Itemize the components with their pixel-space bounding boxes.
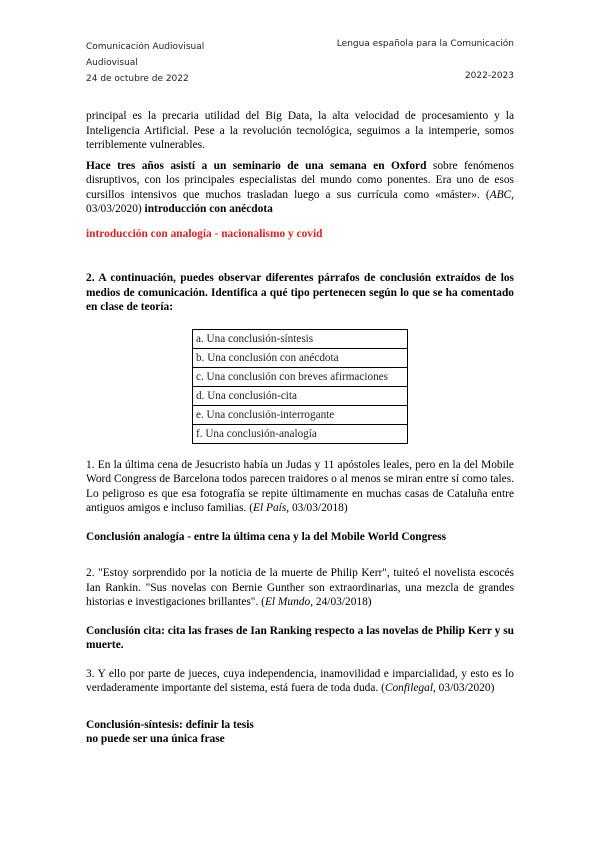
item-1-text: [86, 458, 514, 516]
intro-paragraph-2-source: ABC: [489, 188, 512, 201]
option-b: b. Una conclusión con anécdota: [193, 348, 408, 367]
option-d: d. Una conclusión-cita: [193, 386, 408, 405]
option-f: f. Una conclusión-analogía: [193, 424, 408, 443]
item-2-body: 2. "Estoy sorprendido por la noticia de la muerte de Philip Kerr", tuiteó el novelista escocés Ian Rankin. "Sus novelas con Bernie Gunther son extraordinarias, una mezcla de grandes historias e investigaciones brillantes". (: [86, 567, 514, 608]
options-table: [192, 329, 408, 444]
item-1-source: El País,: [253, 502, 290, 514]
option-row: [193, 348, 408, 367]
header-left: [86, 39, 204, 87]
intro-paragraph-2: [86, 159, 514, 217]
option-row: [193, 367, 408, 386]
item-3-source: Confilegal: [384, 682, 433, 694]
item-3-answer-line-2: no puede ser una única frase: [86, 733, 225, 745]
item-3-date: , 03/03/2020): [432, 682, 495, 694]
intro-paragraph-1: principal es la precaria utilidad del Big Data, la alta velocidad de procesamiento y la Inteligencia Artificial. Pese a la revolución tecnológica, seguimos a la intemperie, somos terriblemente vulnerables.: [86, 110, 514, 151]
item-2-source: El Mundo: [264, 596, 311, 608]
option-row: [193, 386, 408, 405]
item-1-date: 03/03/2018): [289, 502, 348, 514]
option-c: c. Una conclusión con breves afirmaciones: [193, 367, 408, 386]
intro-paragraph-2-bold: Hace tres años asistí a un seminario de una semana en Oxford: [86, 159, 427, 172]
document-body: [86, 109, 514, 747]
item-1-answer: Conclusión analogía - entre la última cena y la del Mobile World Congress: [86, 530, 447, 543]
question-2-title: 2. A continuación, puedes observar diferentes párrafos de conclusión extraídos de los medios de comunicación. Identifica a qué tipo pertenecen según lo que se ha comentado en clase de teoría:: [86, 272, 514, 313]
item-3-answer: Conclusión-síntesis: definir la tesis: [86, 718, 254, 731]
intro-paragraph-2-date: , 03/03/2020): [86, 188, 514, 215]
item-2-answer: Conclusión cita: cita las frases de Ian Ranking respecto a las novelas de Philip Kerr y su muerte.: [86, 624, 514, 651]
header-subject: Lengua española para la Comunicación: [336, 39, 514, 49]
item-2-date: , 24/03/2018): [310, 596, 372, 608]
header-course: Comunicación Audiovisual: [86, 42, 205, 52]
option-row: [193, 329, 408, 348]
option-a: a. Una conclusión-síntesis: [193, 329, 408, 348]
option-row: [193, 424, 408, 443]
item-3-text: [86, 667, 514, 696]
header-course-continued: Audiovisual: [86, 58, 138, 68]
red-annotation: introducción con analogía - nacionalismo y covid: [86, 227, 323, 240]
option-e: e. Una conclusión-interrogante: [193, 405, 408, 424]
intro-paragraph-2-note: introducción con anécdota: [144, 203, 273, 215]
item-2-text: [86, 566, 514, 610]
header-year: 2022-2023: [464, 71, 514, 81]
item-3-body: 3. Y ello por parte de jueces, cuya independencia, inamovilidad e imparcialidad, y esto es lo verdaderamente importante del sistema, está fuera de toda duda. (: [86, 667, 514, 694]
header-date: 24 de octubre de 2022: [86, 74, 189, 84]
intro-paragraph-2-text: sobre fenómenos disruptivos, con los principales especialistas del mundo como ponentes. Era uno de esos cursillos intensivos que muchos trasladan luego a sus currícula como «máster». (: [86, 159, 514, 201]
option-row: [193, 405, 408, 424]
item-1-body: 1. En la última cena de Jesucristo había un Judas y 11 apóstoles leales, pero en la del Mobile Word Congress de Barcelona todos parecen traidores o al menos se miran entre sí como tales. Lo peligroso es que esa fotografía se repite últimamente en muchas casas de Cataluña entre antiguos amigos e incluso familias. (: [86, 458, 514, 514]
